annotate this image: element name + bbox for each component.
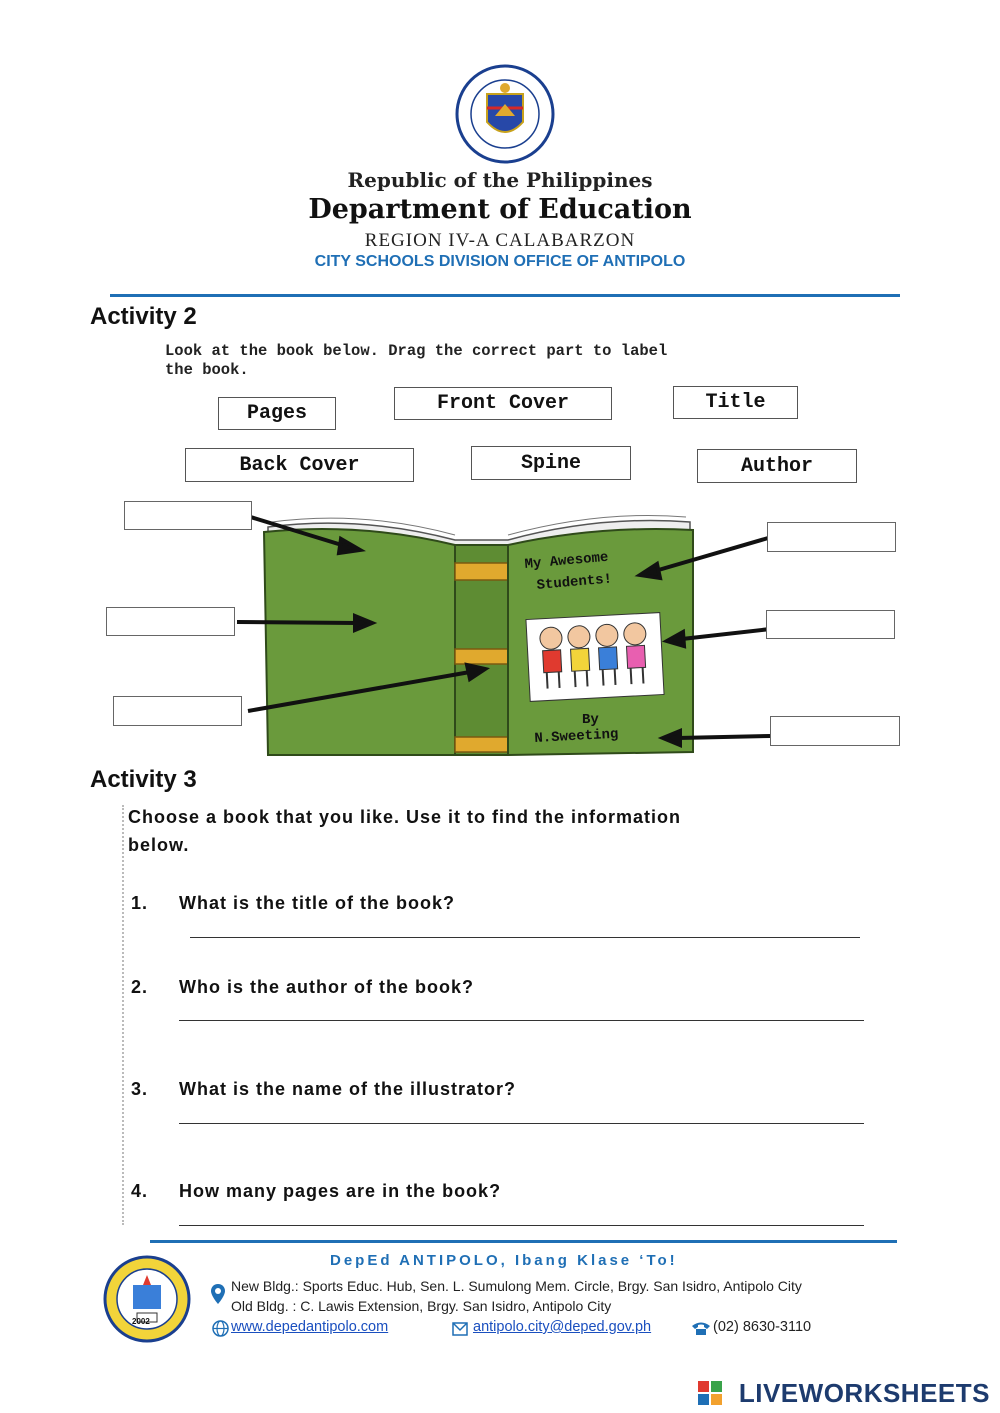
instruction-line-2: below. [128,835,190,855]
mail-icon [452,1322,468,1336]
phone-icon [691,1321,711,1336]
email-link[interactable]: antipolo.city@deped.gov.ph [473,1319,652,1335]
globe-icon [212,1320,229,1337]
location-pin-icon [211,1284,225,1304]
activity-3-title: Activity 3 [90,766,197,793]
answer-line-1[interactable] [190,937,860,938]
question-number: 1. [131,893,149,913]
activity-2-title: Activity 2 [90,303,197,330]
header-divider [110,294,900,297]
answer-line-4[interactable] [179,1225,864,1226]
instruction-line-1: Look at the book below. Drag the correct part to label [165,342,668,360]
logo-year: 2002 [132,1317,150,1326]
drag-label-spine[interactable]: Spine [471,446,631,480]
drop-target-title[interactable] [767,522,896,552]
drag-label-title[interactable]: Title [673,386,798,419]
book-by: By [582,712,599,728]
division-heading: CITY SCHOOLS DIVISION OFFICE OF ANTIPOLO [314,253,686,270]
question-number: 3. [131,1079,149,1099]
question-text: Who is the author of the book? [179,977,474,997]
margin-dotted-line [122,805,124,1225]
activity-3-instruction [128,803,888,859]
liveworksheets-watermark: LIVEWORKSHEETS [738,1378,990,1408]
drag-label-front-cover[interactable]: Front Cover [394,387,612,420]
instruction-line-2: the book. [165,361,249,379]
question-text: How many pages are in the book? [179,1181,502,1201]
deped-seal-logo [455,64,555,164]
drop-target-front-cover[interactable] [766,610,895,639]
drag-label-author[interactable]: Author [697,449,857,483]
region-heading: REGION IV-A CALABARZON [364,230,636,251]
address-new-building: New Bldg.: Sports Educ. Hub, Sen. L. Sumulong Mem. Circle, Brgy. San Isidro, Antipolo City [231,1278,802,1294]
division-office-logo [103,1255,191,1343]
drop-target-pages[interactable] [124,501,252,530]
drop-target-back-cover[interactable] [106,607,235,636]
activity-2-instruction [165,342,865,380]
drop-target-author[interactable] [770,716,900,746]
republic-heading: Republic of the Philippines [347,168,653,192]
book-author: N.Sweeting [534,726,619,747]
footer-divider [150,1240,897,1243]
phone-number: (02) 8630-3110 [713,1319,812,1335]
drag-label-pages[interactable]: Pages [218,397,336,430]
question-text: What is the name of the illustrator? [179,1079,517,1099]
drag-label-back-cover[interactable]: Back Cover [185,448,414,482]
liveworksheets-logo-icon [698,1381,722,1405]
address-old-building: Old Bldg. : C. Lawis Extension, Brgy. San Isidro, Antipolo City [231,1298,612,1314]
footer-tagline: DepEd ANTIPOLO, Ibang Klase ‘To! [330,1252,678,1269]
question-number: 2. [131,977,149,997]
question-text: What is the title of the book? [179,893,455,913]
book-title-line-1: My Awesome [524,549,610,573]
book-title-line-2: Students! [536,571,613,594]
drop-target-spine[interactable] [113,696,242,726]
answer-line-3[interactable] [179,1123,864,1124]
department-heading: Department of Education [308,194,692,225]
instruction-line-1: Choose a book that you like. Use it to find the information [128,807,682,827]
answer-line-2[interactable] [179,1020,864,1021]
question-number: 4. [131,1181,149,1201]
website-link[interactable]: www.depedantipolo.com [231,1319,389,1335]
